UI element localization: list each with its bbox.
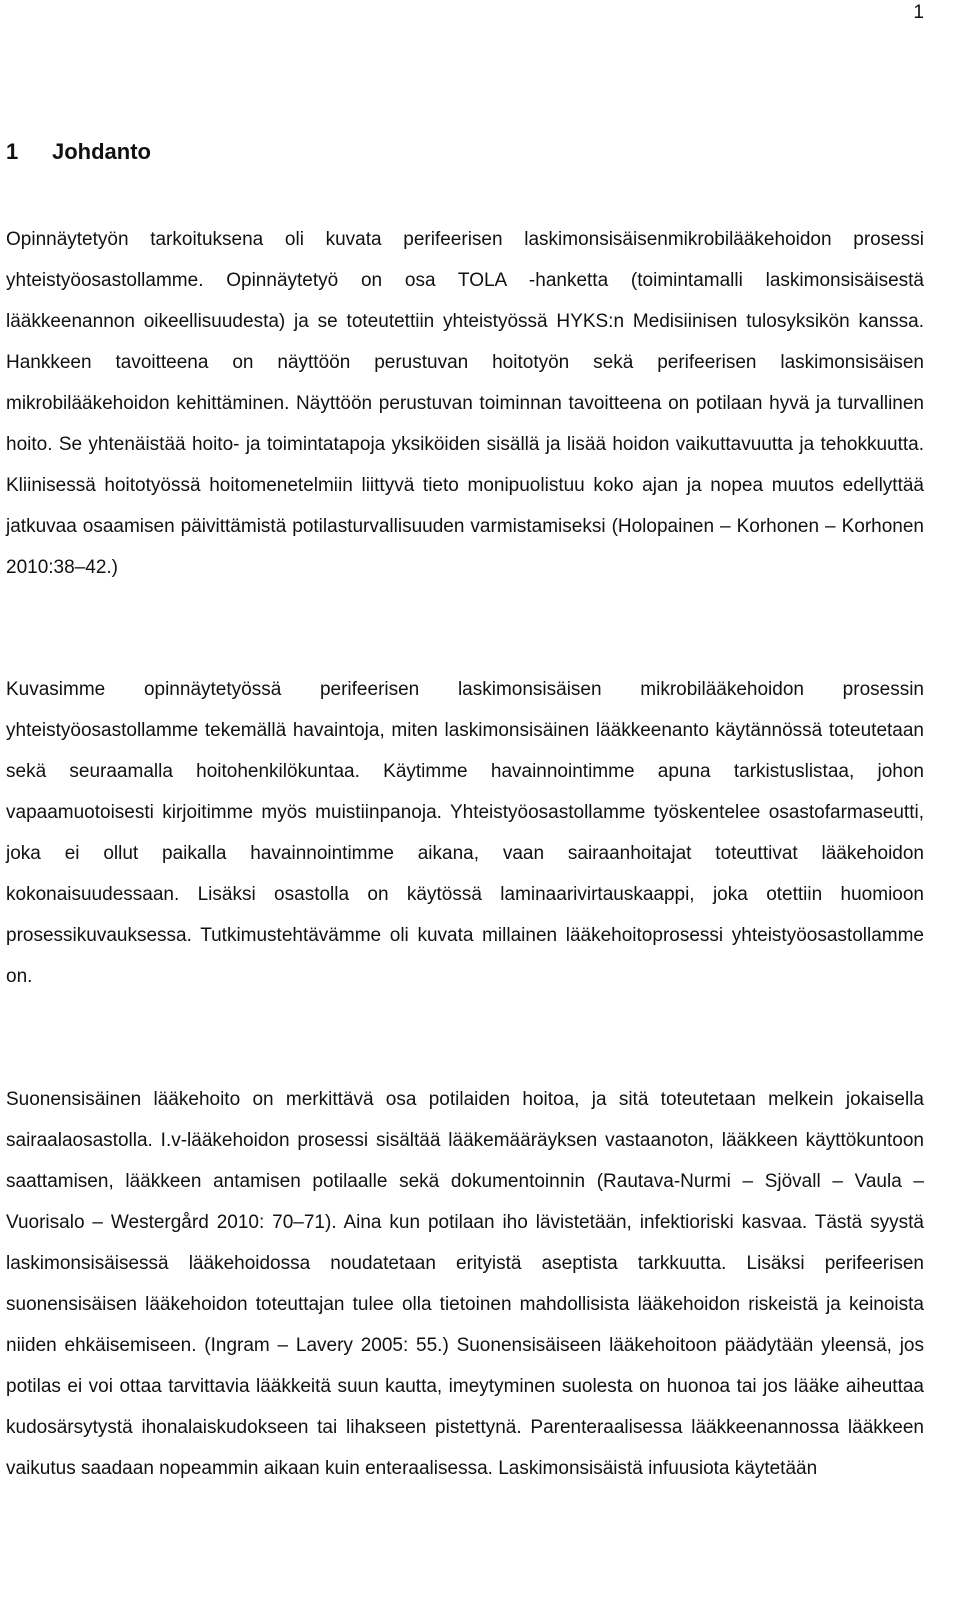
page-number: 1 (913, 2, 924, 23)
section-heading (6, 139, 151, 165)
section-number: 1 (6, 139, 19, 164)
paragraph-intro: Opinnäytetyön tarkoituksena oli kuvata perifeerisen laskimonsisäisenmikrobilääkehoidon prosessi yhteistyöosastollamme. Opinnäytetyö on osa TOLA -hanketta (toimintamalli laskimonsisäisestä lääkkeenannon oikeellisuudesta) ja se toteutettiin yhteistyössä HYKS:n Medisiinisen tulosyksikön kanssa. Hankkeen tavoitteena on näyttöön perustuvan hoitotyön sekä perifeerisen laskimonsisäisen mikrobilääkehoidon kehittäminen. Näyttöön perustuvan toiminnan tavoitteena on potilaan hyvä ja turvallinen hoito. Se yhtenäistää hoito- ja toimintatapoja yksiköiden sisällä ja lisää hoidon vaikuttavuutta ja tehokkuutta. Kliinisessä hoitotyössä hoitomenetelmiin liittyvä tieto monipuolistuu koko ajan ja nopea muutos edellyttää jatkuvaa osaamisen päivittämistä potilasturvallisuuden varmistamiseksi (Holopainen – Korhonen – Korhonen 2010:38–42.) (6, 229, 924, 578)
section-title: Johdanto (52, 139, 151, 164)
paragraph-method: Kuvasimme opinnäytetyössä perifeerisen laskimonsisäisen mikrobilääkehoidon prosessin yhteistyöosastollamme tekemällä havaintoja, miten laskimonsisäinen lääkkeenanto käytännössä toteutetaan sekä seuraamalla hoitohenkilökuntaa. Käytimme havainnointimme apuna tarkistuslistaa, johon vapaamuotoisesti kirjoitimme myös muistiinpanoja. Yhteistyöosastollamme työskentelee osastofarmaseutti, joka ei ollut paikalla havainnointimme aikana, vaan sairaanhoitajat toteuttivat lääkehoidon kokonaisuudessaan. Lisäksi osastolla on käytössä laminaarivirtauskaappi, joka otettiin huomioon prosessikuvauksessa. Tutkimustehtävämme oli kuvata millainen lääkehoitoprosessi yhteistyöosastollamme on. (6, 679, 924, 987)
paragraph-background: Suonensisäinen lääkehoito on merkittävä osa potilaiden hoitoa, ja sitä toteutetaan melkein jokaisella sairaalaosastolla. I.v-lääkehoidon prosessi sisältää lääkemääräyksen vastaanoton, lääkkeen käyttökuntoon saattamisen, lääkkeen antamisen potilaalle sekä dokumentoinnin (Rautava-Nurmi – Sjövall – Vaula – Vuorisalo – Westergård 2010: 70–71). Aina kun potilaan iho lävistetään, infektioriski kasvaa. Tästä syystä laskimonsisäisessä lääkehoidossa noudatetaan erityistä aseptista tarkkuutta. Lisäksi perifeerisen suonensisäisen lääkehoidon toteuttajan tulee olla tietoinen mahdollisista lääkehoidon riskeistä ja keinoista niiden ehkäisemiseen. (Ingram – Lavery 2005: 55.) Suonensisäiseen lääkehoitoon päädytään yleensä, jos potilas ei voi ottaa tarvittavia lääkkeitä suun kautta, imeytyminen suolesta on huonoa tai jos lääke aiheuttaa kudosärsytystä ihonalaiskudokseen tai lihakseen pistettynä. Parenteraalisessa lääkkeenannossa lääkkeen vaikutus saadaan nopeammin aikaan kuin enteraalisessa. Laskimonsisäistä infuusiota käytetään (6, 1089, 924, 1479)
